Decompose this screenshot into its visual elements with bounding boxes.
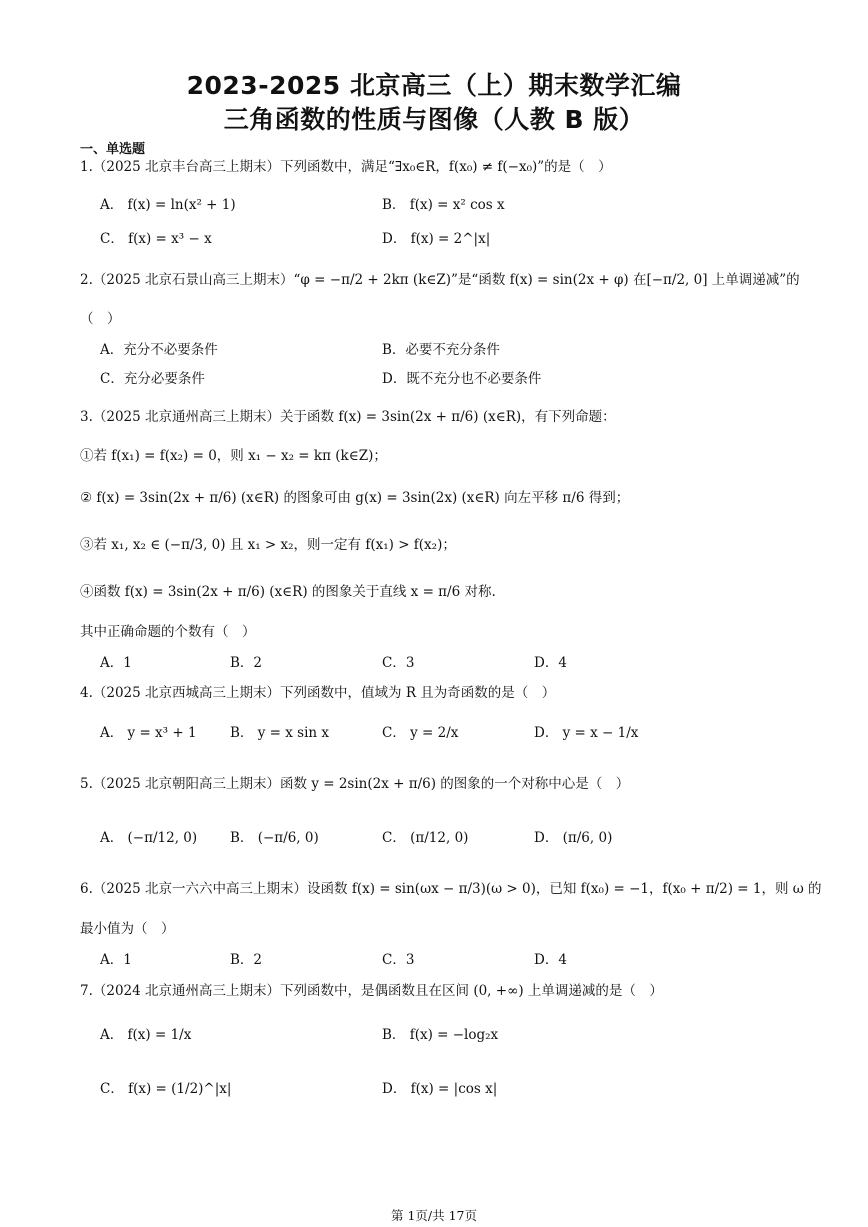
question-2-stem: 2.（2025 北京石景山高三上期末）“φ = −π/2 + 2kπ (k∈Z)”是“函数 f(x) = sin(2x + φ) 在[−π/2, 0] 上单调递减”的 xyxy=(80,272,800,288)
question-3-proposition-4: ④函数 f(x) = 3sin(2x + π/6) (x∈R) 的图象关于直线 x = π/6 对称. xyxy=(80,584,496,600)
question-7-option-b: B． f(x) = −log₂x xyxy=(382,1027,499,1043)
question-1-option-a: A． f(x) = ln(x² + 1) xyxy=(100,197,236,213)
question-5-option-d: D． (π/6, 0) xyxy=(534,830,613,846)
page-title-line2: 三角函数的性质与图像（人教 B 版） xyxy=(223,105,645,134)
page-footer: 第 1页/共 17页 xyxy=(390,1208,478,1223)
question-5-stem: 5.（2025 北京朝阳高三上期末）函数 y = 2sin(2x + π/6) 的图象的一个对称中心是（ ） xyxy=(80,776,630,792)
question-6-option-c: C．3 xyxy=(382,952,415,968)
question-1-option-c: C． f(x) = x³ − x xyxy=(100,231,212,247)
question-3-option-b: B．2 xyxy=(230,655,263,671)
question-6-stem: 6.（2025 北京一六六中高三上期末）设函数 f(x) = sin(ωx − π/3)(ω > 0)，已知 f(x₀) = −1，f(x₀ + π/2) = 1，则 ω 的 xyxy=(80,881,822,897)
question-3-proposition-3: ③若 x₁, x₂ ∈ (−π/3, 0) 且 x₁ > x₂，则一定有 f(x₁) > f(x₂)； xyxy=(80,537,456,553)
question-7-option-a: A． f(x) = 1/x xyxy=(100,1027,192,1043)
question-4-stem: 4.（2025 北京西城高三上期末）下列函数中，值域为 R 且为奇函数的是（ ） xyxy=(80,685,556,701)
question-6-stem-cont: 最小值为（ ） xyxy=(80,921,175,937)
question-2-option-c: C．充分必要条件 xyxy=(100,371,205,387)
question-4-option-a: A． y = x³ + 1 xyxy=(100,725,197,741)
question-7-option-d: D． f(x) = |cos x| xyxy=(382,1081,498,1097)
page-title-line1: 2023-2025 北京高三（上）期末数学汇编 xyxy=(186,71,682,100)
question-4-option-d: D． y = x − 1/x xyxy=(534,725,639,741)
question-1-option-d: D． f(x) = 2^|x| xyxy=(382,231,491,247)
question-7-stem: 7.（2024 北京通州高三上期末）下列函数中，是偶函数且在区间 (0, +∞) 上单调递减的是（ ） xyxy=(80,983,663,999)
question-3-option-c: C．3 xyxy=(382,655,415,671)
question-1-stem: 1.（2025 北京丰台高三上期末）下列函数中，满足“∃x₀∈R，f(x₀) ≠ f(−x₀)”的是（ ） xyxy=(80,159,612,175)
question-3-proposition-2: ② f(x) = 3sin(2x + π/6) (x∈R) 的图象可由 g(x) = 3sin(2x) (x∈R) 向左平移 π/6 得到； xyxy=(80,490,630,506)
question-2-option-d: D．既不充分也不必要条件 xyxy=(382,371,542,387)
question-6-option-b: B．2 xyxy=(230,952,263,968)
question-6-option-a: A．1 xyxy=(100,952,132,968)
question-5-option-b: B． (−π/6, 0) xyxy=(230,830,319,846)
question-4-option-b: B． y = x sin x xyxy=(230,725,329,741)
question-1-option-b: B． f(x) = x² cos x xyxy=(382,197,505,213)
question-3-option-d: D．4 xyxy=(534,655,567,671)
question-5-option-c: C． (π/12, 0) xyxy=(382,830,469,846)
section-heading-single-choice: 一、单选题 xyxy=(80,142,146,157)
question-2-option-b: B．必要不充分条件 xyxy=(382,342,500,358)
question-4-option-c: C． y = 2/x xyxy=(382,725,459,741)
question-3-proposition-1: ①若 f(x₁) = f(x₂) = 0，则 x₁ − x₂ = kπ (k∈Z)； xyxy=(80,448,387,464)
question-2-stem-cont: （ ） xyxy=(80,311,121,327)
question-2-option-a: A．充分不必要条件 xyxy=(100,342,218,358)
question-7-option-c: C． f(x) = (1/2)^|x| xyxy=(100,1081,232,1097)
question-3-option-a: A．1 xyxy=(100,655,132,671)
question-3-ask: 其中正确命题的个数有（ ） xyxy=(80,624,256,640)
question-5-option-a: A． (−π/12, 0) xyxy=(100,830,198,846)
question-3-stem: 3.（2025 北京通州高三上期末）关于函数 f(x) = 3sin(2x + π/6) (x∈R)，有下列命题： xyxy=(80,409,616,425)
question-6-option-d: D．4 xyxy=(534,952,567,968)
